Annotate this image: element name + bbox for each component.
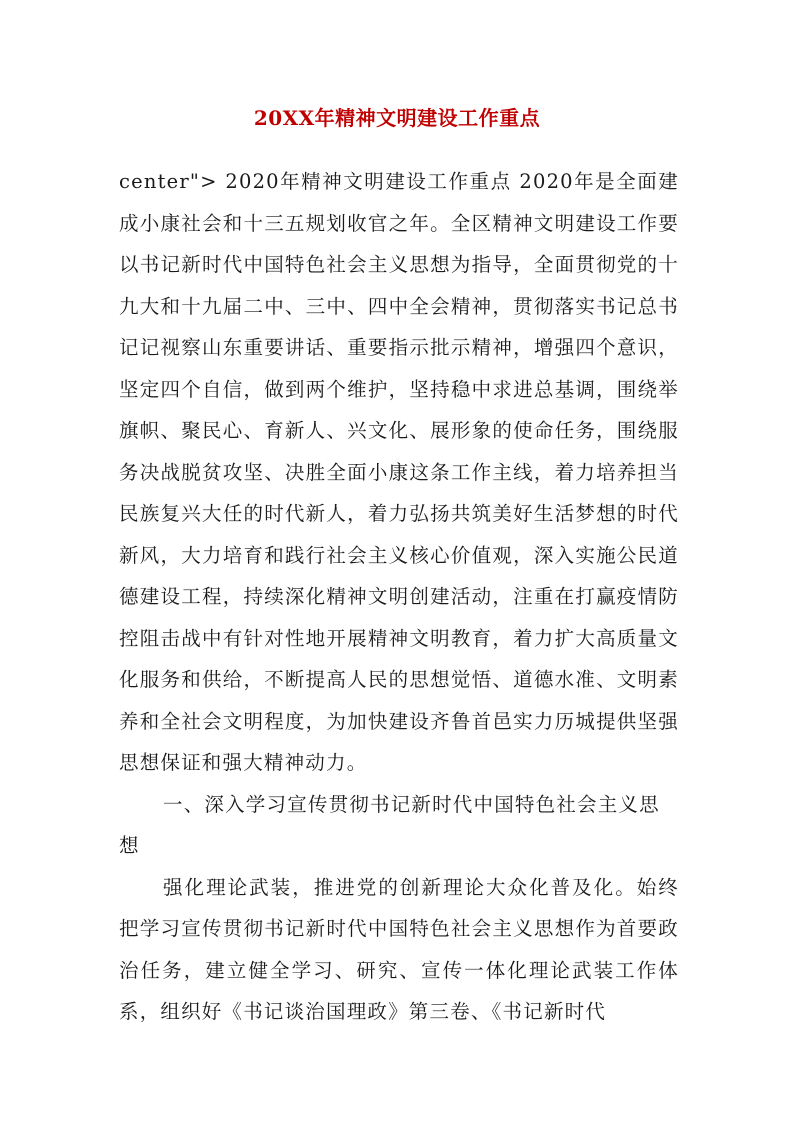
section-paragraph: 强化理论武装，推进党的创新理论大众化普及化。始终把学习宣传贯彻书记新时代中国特色社会主义思想作为首要政治任务，建立健全学习、研究、宣传一体化理论武装工作体系，组织好《书记谈治国理政》第三卷、《书记新时代	[119, 875, 679, 1023]
document-body	[119, 161, 679, 1033]
intro-paragraph: center"> 2020年精神文明建设工作重点 2020年是全面建成小康社会和十三五规划收官之年。全区精神文明建设工作要以书记新时代中国特色社会主义思想为指导，全面贯彻党的十九大和十九届二中、三中、四中全会精神，贯彻落实书记总书记记视察山东重要讲话、重要指示批示精神，增强四个意识，坚定四个自信，做到两个维护，坚持稳中求进总基调，围绕举旗帜、聚民心、育新人、兴文化、展形象的使命任务，围绕服务决战脱贫攻坚、决胜全面小康这条工作主线，着力培养担当民族复兴大任的时代新人，着力弘扬共筑美好生活梦想的时代新风，大力培育和践行社会主义核心价值观，深入实施公民道德建设工程，持续深化精神文明创建活动，注重在打赢疫情防控阻击战中有针对性地开展精神文明教育，着力扩大高质量文化服务和供给，不断提高人民的思想觉悟、道德水准、文明素养和全社会文明程度，为加快建设齐鲁首邑实力历城提供坚强思想保证和强大精神动力。	[119, 170, 679, 774]
section-heading: 一、深入学习宣传贯彻书记新时代中国特色社会主义思想	[119, 792, 660, 857]
document-title: 20XX年精神文明建设工作重点	[253, 106, 541, 130]
